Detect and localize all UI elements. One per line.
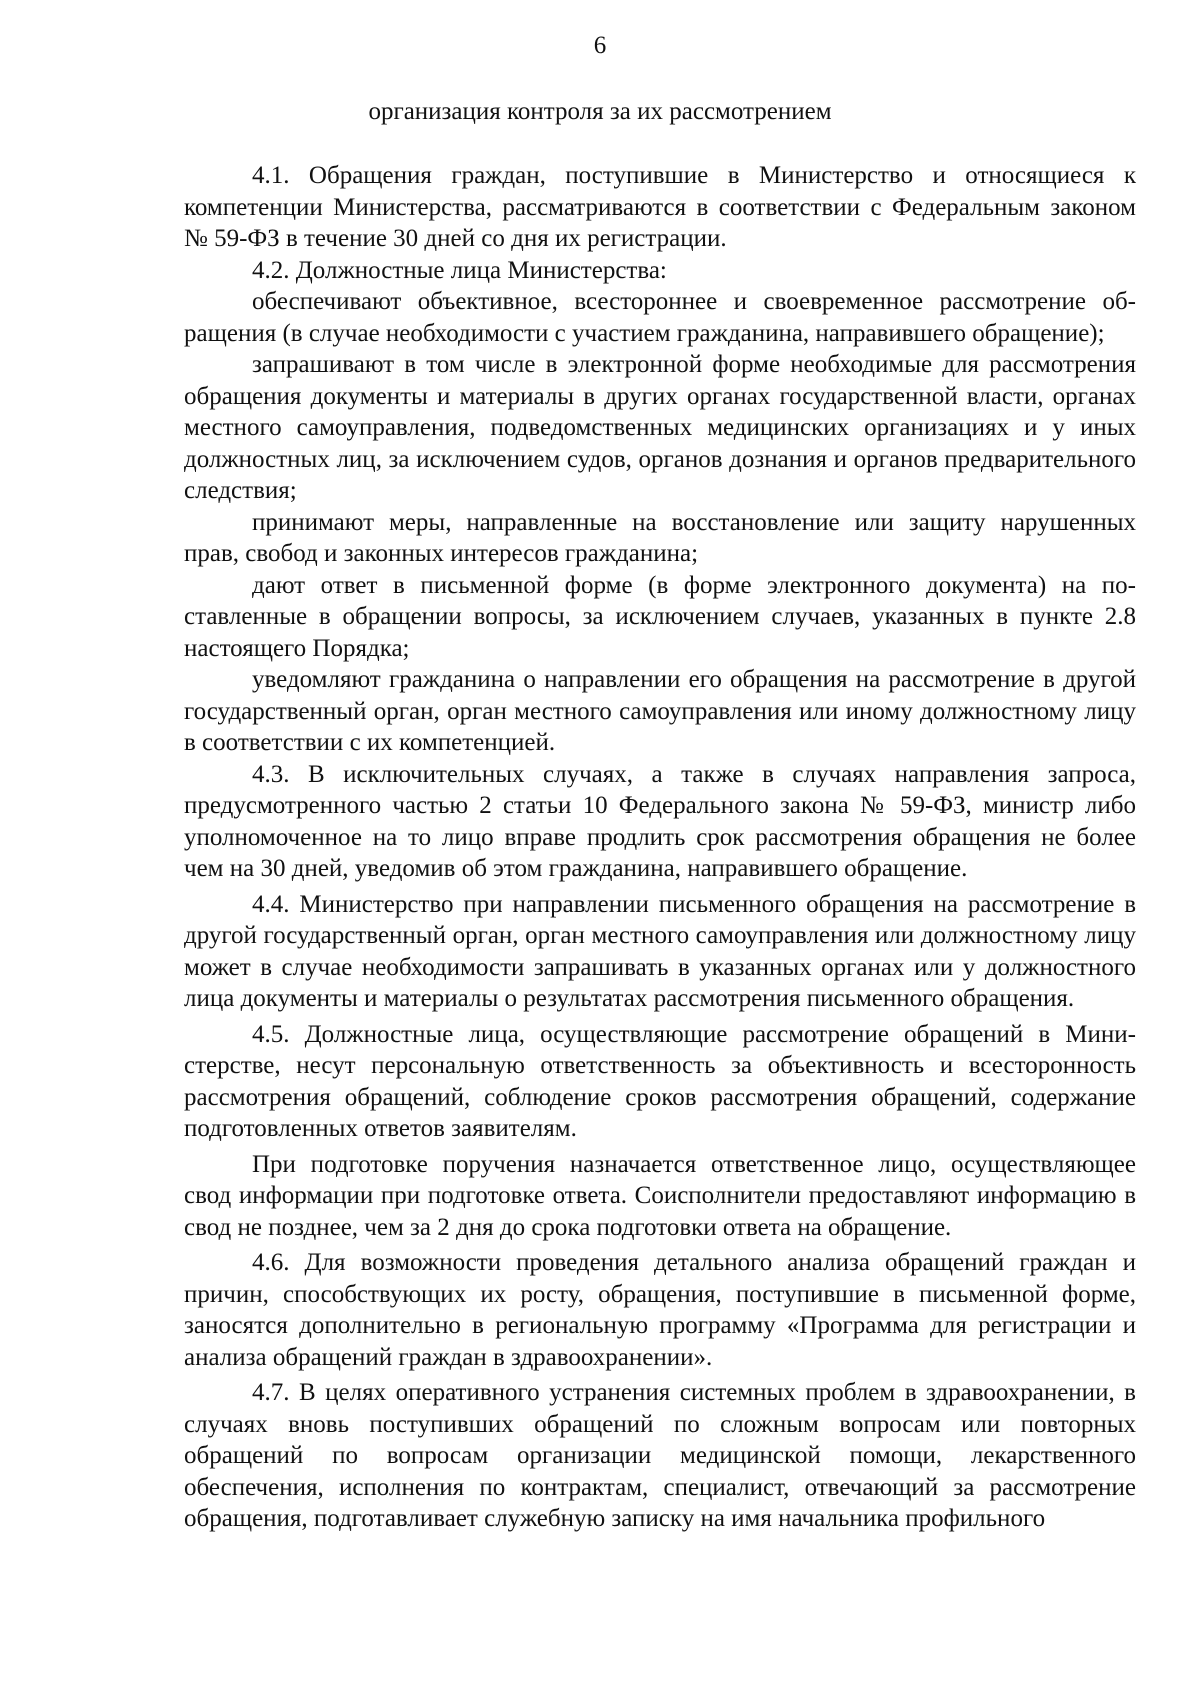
document-body (184, 160, 1136, 1535)
paragraph-4-5: 4.5. Должностные лица, осуществляющие рассмотрение обращений в Министерстве, несут персональную ответственность за объективность и всесторонность рассмотрения обращений, соблюдение сроков рассмотрения обращений, содержание подготовленных ответов заявителям. (184, 1020, 1136, 1142)
paragraph-4-7: 4.7. В целях оперативного устранения системных проблем в здравоохранении, в случаях вновь поступивших обращений по сложным вопросам или повторных обращений по вопросам организации медицинской помощи, лекарственного обеспечения, исполнения по контрактам, специалист, отвечающий за рассмотрение обращения, подготавливает служебную записку на имя начальника профильного (184, 1379, 1136, 1532)
paragraph-duty-notify-redirect: уведомляют гражданина о направлении его обращения на рассмотрение в другой государственный орган, орган местного самоуправления или иному должностному лицу в соответствии с их компетенцией. (184, 666, 1136, 756)
paragraph-responsible-person: При подготовке поручения назначается ответственное лицо, осуществляющее свод информации при подготовке ответа. Соисполнители предоставляют информацию в свод не позднее, чем за 2 дня до срока подготовки ответа на обращение. (184, 1150, 1136, 1241)
paragraph-duty-request-documents: запрашивают в том числе в электронной форме необходимые для рассмотрения обращения документы и материалы в других органах государственной власти, органах местного самоуправления, подведомственных медицинских организациях и у иных должностных лиц, за исключением судов, органов дознания и органов предварительного следствия; (184, 351, 1136, 504)
paragraph-4-2: 4.2. Должностные лица Министерства: (252, 256, 667, 284)
paragraph-4-1: 4.1. Обращения граждан, поступившие в Министерство и относящиеся к компетенции Министерства, рассматриваются в соответствии с Федеральным законом № 59-ФЗ в течение 30 дней со дня их регистрации. (184, 162, 1136, 252)
page-number: 6 (593, 32, 607, 59)
paragraph-duty-written-answer: дают ответ в письменной форме (в форме электронного документа) на поставленные в обращении вопросы, за исключением случаев, указанных в пункте 2.8 настоящего Порядка; (184, 571, 1136, 662)
section-heading: организация контроля за их рассмотрением (368, 98, 832, 125)
paragraph-4-6: 4.6. Для возможности проведения детального анализа обращений граждан и причин, способствующих их росту, обращения, поступившие в письменной форме, заносятся дополнительно в региональную программу «Программа для регистрации и анализа обращений граждан в здравоохранении». (184, 1249, 1136, 1371)
paragraph-4-4: 4.4. Министерство при направлении письменного обращения на рассмотрение в другой государственный орган, орган местного самоуправления или должностному лицу может в случае необходимости запрашивать в указанных органах или у должностного лица документы и материалы о результатах рассмотрения письменного обращения. (184, 890, 1136, 1012)
paragraph-duty-objective-review: обеспечивают объективное, всестороннее и своевременное рассмотрение обращения (в случае необходимости с участием гражданина, направившего обращение); (184, 288, 1136, 347)
paragraph-4-3: 4.3. В исключительных случаях, а также в случаях направления запроса, предусмотренного частью 2 статьи 10 Федерального закона № 59-ФЗ, министр либо уполномоченное на то лицо вправе продлить срок рассмотрения обращения не более чем на 30 дней, уведомив об этом гражданина, направившего обращение. (184, 760, 1136, 882)
paragraph-duty-restore-rights: принимают меры, направленные на восстановление или защиту нарушенных прав, свобод и законных интересов гражданина; (184, 508, 1136, 567)
